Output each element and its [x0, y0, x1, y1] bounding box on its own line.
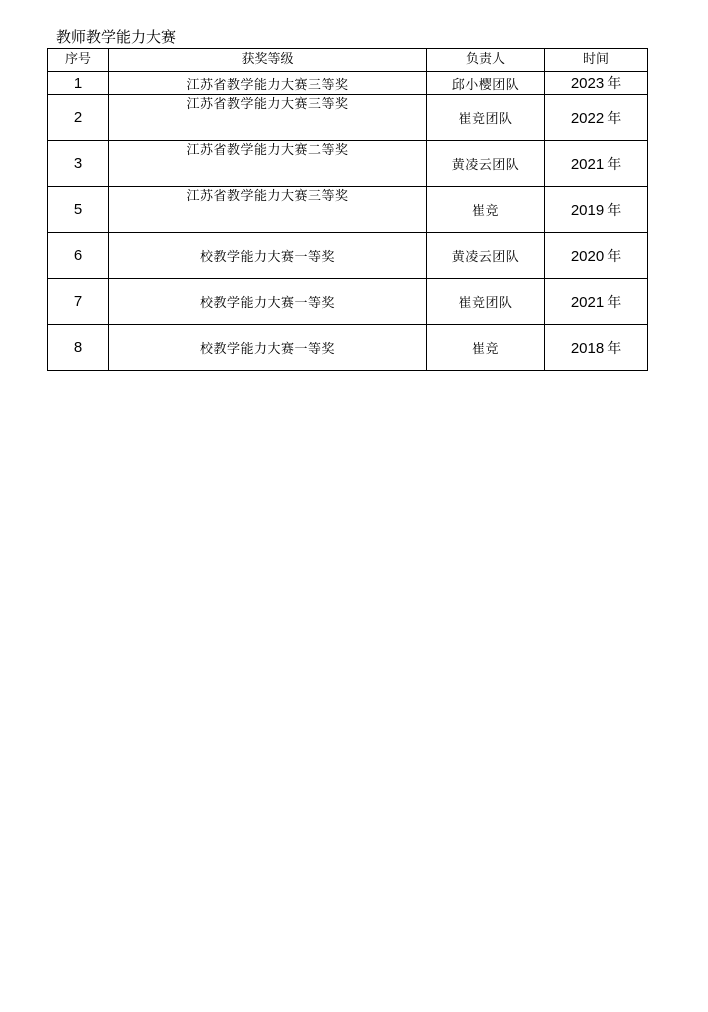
cell-index: 2 [48, 95, 109, 141]
table-row [48, 72, 648, 95]
table-row [48, 325, 648, 371]
cell-time [545, 187, 648, 233]
cell-time [545, 325, 648, 371]
table-row [48, 141, 648, 187]
cell-time [545, 72, 648, 95]
cell-year-unit: 年 [607, 156, 622, 173]
cell-owner: 崔竞 [427, 325, 545, 371]
cell-year: 2021 [570, 155, 605, 173]
cell-time [545, 233, 648, 279]
table-row [48, 233, 648, 279]
cell-level: 校教学能力大赛一等奖 [109, 233, 427, 279]
cell-year-unit: 年 [607, 202, 622, 219]
cell-year: 2022 [570, 109, 605, 127]
cell-level: 江苏省教学能力大赛三等奖 [109, 187, 427, 233]
table-row [48, 187, 648, 233]
header-level: 获奖等级 [109, 49, 427, 72]
cell-index: 1 [48, 72, 109, 95]
cell-year: 2023 [570, 75, 605, 92]
cell-owner: 黄凌云团队 [427, 233, 545, 279]
table-header-row [48, 49, 648, 72]
cell-owner: 崔竞团队 [427, 95, 545, 141]
cell-year: 2018 [570, 339, 605, 357]
cell-index: 7 [48, 279, 109, 325]
awards-table [47, 48, 648, 371]
cell-level: 江苏省教学能力大赛三等奖 [109, 72, 427, 95]
header-time: 时间 [545, 49, 648, 72]
cell-year-unit: 年 [607, 294, 622, 311]
header-index: 序号 [48, 49, 109, 72]
cell-owner: 崔竞 [427, 187, 545, 233]
table-row [48, 95, 648, 141]
cell-year: 2019 [570, 201, 605, 219]
cell-time [545, 141, 648, 187]
cell-owner: 崔竞团队 [427, 279, 545, 325]
cell-index: 8 [48, 325, 109, 371]
cell-level: 校教学能力大赛一等奖 [109, 325, 427, 371]
table-row [48, 279, 648, 325]
cell-level: 校教学能力大赛一等奖 [109, 279, 427, 325]
cell-year: 2020 [570, 247, 605, 265]
cell-year: 2021 [570, 293, 605, 311]
cell-level: 江苏省教学能力大赛三等奖 [109, 95, 427, 141]
cell-year-unit: 年 [607, 340, 622, 357]
cell-year-unit: 年 [607, 76, 622, 92]
cell-index: 5 [48, 187, 109, 233]
cell-owner: 邱小樱团队 [427, 72, 545, 95]
cell-time [545, 279, 648, 325]
cell-index: 3 [48, 141, 109, 187]
cell-time [545, 95, 648, 141]
cell-index: 6 [48, 233, 109, 279]
cell-level: 江苏省教学能力大赛二等奖 [109, 141, 427, 187]
document-title: 教师教学能力大赛 [56, 28, 177, 46]
header-owner: 负责人 [427, 49, 545, 72]
cell-owner: 黄凌云团队 [427, 141, 545, 187]
cell-year-unit: 年 [607, 248, 622, 265]
cell-year-unit: 年 [607, 110, 622, 127]
